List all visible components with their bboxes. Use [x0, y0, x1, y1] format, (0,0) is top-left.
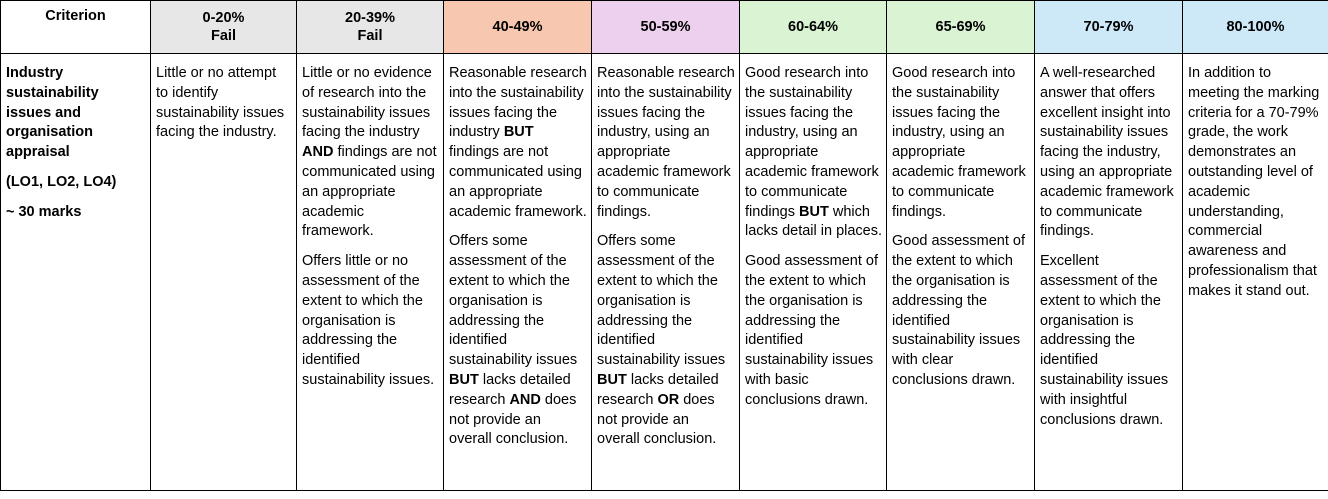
- header-criterion: [1, 1, 151, 54]
- descriptor-text: lacks detailed research: [597, 371, 719, 408]
- emphasis-keyword: BUT: [503, 124, 534, 141]
- emphasis-keyword: BUT: [799, 203, 829, 220]
- descriptor-paragraph: [745, 64, 882, 242]
- descriptor-text: A well-researched answer that offers excellent insight into sustainability issues facing the industry, using an appropriate academic framework to communicate findings.: [1040, 65, 1174, 240]
- emphasis-keyword: BUT: [449, 371, 479, 388]
- band-descriptor-50-59: [592, 54, 740, 491]
- band-range-label: 70-79%: [1083, 19, 1134, 35]
- descriptor-text: findings are not communicated using an appropriate academic framework.: [449, 144, 587, 220]
- descriptor-text: which lacks detail in places.: [745, 203, 883, 240]
- criterion-marks: ~ 30 marks: [6, 203, 82, 220]
- band-range-label: 80-100%: [1226, 19, 1285, 35]
- header-band-65-69: [887, 1, 1035, 54]
- descriptor-text: Offers little or no assessment of the extent to which the organisation is addressing the identified sustainability issues.: [302, 253, 435, 388]
- descriptor-paragraph: [892, 64, 1030, 222]
- band-range-label: 40-49%: [492, 19, 543, 35]
- descriptor-paragraph: [892, 232, 1030, 390]
- descriptor-text: Excellent assessment of the extent to which the organisation is addressing the identified sustainability issues with insightful conclusions drawn.: [1040, 253, 1169, 428]
- descriptor-paragraph: [1188, 64, 1324, 302]
- learning-outcomes: (LO1, LO2, LO4): [6, 173, 117, 190]
- header-band-80-100: [1183, 1, 1328, 54]
- descriptor-paragraph: [156, 64, 292, 143]
- descriptor-paragraph: [449, 64, 587, 222]
- emphasis-keyword: AND: [509, 391, 541, 408]
- header-criterion-label: Criterion: [45, 8, 106, 24]
- emphasis-keyword: BUT: [597, 371, 627, 388]
- criterion-row: [1, 54, 1328, 491]
- descriptor-text: Good assessment of the extent to which the organisation is addressing the identified sustainability issues with basic conclusions drawn.: [745, 253, 878, 408]
- descriptor-text: Offers some assessment of the extent to which the organisation is addressing the identified sustainability issues: [449, 233, 578, 369]
- header-band-20-39: [297, 1, 444, 54]
- band-descriptor-60-64: [740, 54, 887, 491]
- descriptor-paragraph: [302, 64, 439, 242]
- emphasis-keyword: OR: [657, 391, 680, 408]
- descriptor-text: lacks detailed research: [449, 371, 571, 408]
- descriptor-paragraph: [597, 64, 735, 222]
- band-descriptor-70-79: [1035, 54, 1183, 491]
- band-range-label: 60-64%: [788, 19, 838, 35]
- header-band-70-79: [1035, 1, 1183, 54]
- band-range-label: 50-59%: [640, 19, 691, 35]
- descriptor-text: findings are not communicated using an appropriate academic framework.: [302, 144, 437, 240]
- descriptor-text: does not provide an overall conclusion.: [597, 391, 717, 448]
- descriptor-paragraph: [449, 232, 587, 450]
- descriptor-paragraph: [302, 252, 439, 391]
- descriptor-text: Good research into the sustainability issues facing the industry, using an appropriate academic framework to communicate findings: [745, 65, 879, 220]
- descriptor-text: Reasonable research into the sustainability issues facing the industry, using an appropriate academic framework to communicate findings.: [597, 65, 735, 220]
- band-range-label: 65-69%: [935, 19, 986, 35]
- criterion-cell: [1, 54, 151, 491]
- descriptor-text: Little or no evidence of research into the sustainability issues facing the industry: [302, 65, 432, 141]
- header-band-40-49: [444, 1, 592, 54]
- header-band-0-20: [151, 1, 297, 54]
- descriptor-paragraph: [1040, 252, 1178, 430]
- descriptor-text: Reasonable research into the sustainability issues facing the industry: [449, 65, 587, 141]
- band-descriptor-80-100: [1183, 54, 1328, 491]
- criterion-title: Industry sustainability issues and organisation appraisal: [6, 65, 99, 161]
- descriptor-paragraph: [597, 232, 735, 450]
- descriptor-paragraph: [745, 252, 882, 410]
- descriptor-text: In addition to meeting the marking criteria for a 70-79% grade, the work demonstrates an outstanding level of academic understanding, commercial awareness and professionalism that makes it stand out.: [1188, 65, 1320, 299]
- emphasis-keyword: AND: [302, 144, 334, 161]
- band-range-label: 0-20%: [202, 10, 245, 26]
- header-band-50-59: [592, 1, 740, 54]
- header-band-60-64: [740, 1, 887, 54]
- descriptor-text: Good research into the sustainability issues facing the industry, using an appropriate academic framework to communicate findings.: [892, 65, 1026, 220]
- rubric-header-row: [1, 1, 1328, 54]
- descriptor-paragraph: [1040, 64, 1178, 242]
- band-descriptor-65-69: [887, 54, 1035, 491]
- band-descriptor-40-49: [444, 54, 592, 491]
- descriptor-text: Little or no attempt to identify sustainability issues facing the industry.: [156, 65, 285, 141]
- descriptor-text: does not provide an overall conclusion.: [449, 391, 577, 448]
- descriptor-text: Good assessment of the extent to which the organisation is addressing the identified sustainability issues with clear conclusions drawn.: [892, 233, 1025, 388]
- band-descriptor-20-39: [297, 54, 444, 491]
- band-fail-label: Fail: [357, 28, 383, 44]
- band-fail-label: Fail: [211, 28, 236, 44]
- descriptor-text: Offers some assessment of the extent to which the organisation is addressing the identified sustainability issues: [597, 233, 726, 369]
- band-range-label: 20-39%: [345, 10, 395, 26]
- band-descriptor-0-20: [151, 54, 297, 491]
